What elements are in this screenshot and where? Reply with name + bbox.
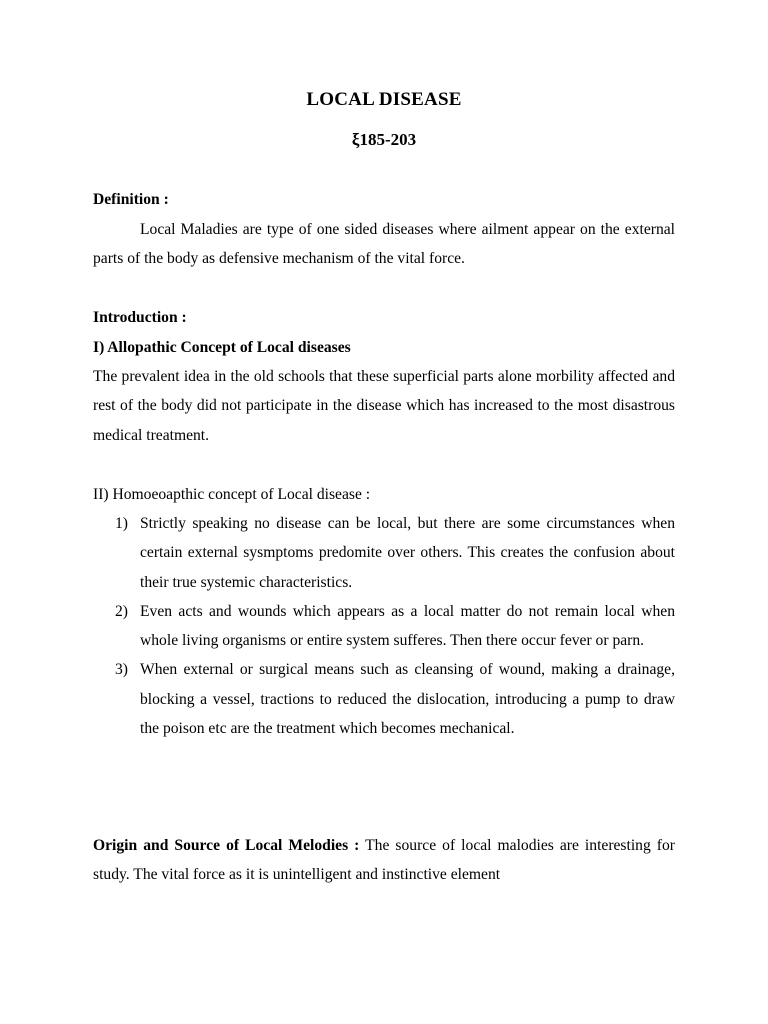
list-item-text: When external or surgical means such as cleansing of wound, making a drainage, blocking a vessel, tractions to reduced the dislocation, introducing a pump to draw the poison etc are the treatment which becomes mechanical. — [140, 661, 675, 738]
homoeopathic-points-list — [93, 509, 675, 743]
origin-paragraph — [93, 831, 675, 890]
list-item-number: 3) — [115, 661, 128, 679]
list-item-number: 1) — [115, 515, 128, 532]
list-item-text: Strictly speaking no disease can be local, but there are some circumstances when certain external sysmptoms predomite over others. This creates the confusion about their true systemic characteristics. — [140, 515, 675, 591]
allopathic-heading: I) Allopathic Concept of Local diseases — [93, 339, 351, 356]
allopathic-paragraph: The prevalent idea in the old schools that these superficial parts alone morbility affected and rest of the body did not participate in the disease which has increased to the most disastrous medical treatment. — [93, 368, 675, 444]
list-item — [93, 597, 675, 656]
homoeopathic-heading: II) Homoeoapthic concept of Local disease : — [93, 486, 371, 503]
origin-text: The source of local malodies are interesting for study. The vital force as it is unintelligent and instinctive element — [93, 837, 675, 884]
definition-heading: Definition : — [93, 191, 169, 208]
list-item — [93, 509, 675, 597]
definition-paragraph: Local Maladies are type of one sided diseases where ailment appear on the external parts of the body as defensive mechanism of the vital force. — [93, 221, 675, 268]
section-code: ξ185-203 — [351, 130, 417, 149]
list-item-text: Even acts and wounds which appears as a local matter do not remain local when whole living organisms or entire system sufferes. Then there occur fever or parn. — [140, 602, 675, 650]
list-item-number: 2) — [115, 602, 128, 620]
document-title: LOCAL DISEASE — [306, 89, 462, 110]
origin-heading: Origin and Source of Local Melodies : — [93, 837, 360, 854]
list-item — [93, 655, 675, 743]
introduction-heading: Introduction : — [93, 309, 187, 326]
